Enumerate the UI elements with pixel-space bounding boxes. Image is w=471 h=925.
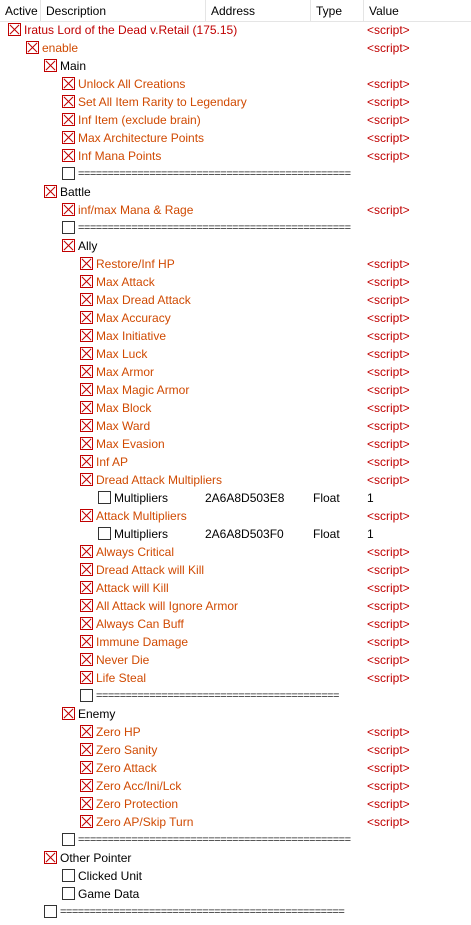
separator-text: ========================================= — [96, 690, 339, 702]
active-checkbox-checked[interactable] — [44, 59, 57, 72]
active-checkbox-checked[interactable] — [80, 671, 93, 684]
entry-description: enable — [42, 41, 79, 55]
active-checkbox-checked[interactable] — [8, 23, 21, 36]
entry-value[interactable]: <script> — [367, 77, 410, 91]
table-row[interactable] — [0, 399, 471, 417]
entry-description: Enemy — [78, 707, 116, 721]
entry-description: Max Architecture Points — [78, 131, 205, 145]
table-row[interactable] — [0, 57, 471, 75]
entry-description: Multipliers — [114, 527, 169, 541]
entry-description: All Attack will Ignore Armor — [96, 599, 239, 613]
entry-value[interactable]: <script> — [367, 545, 410, 559]
active-checkbox-checked[interactable] — [80, 563, 93, 576]
entry-value[interactable]: <script> — [367, 95, 410, 109]
entry-description: Ally — [78, 239, 98, 253]
entry-description: Clicked Unit — [78, 869, 143, 883]
table-row[interactable] — [0, 417, 471, 435]
entry-value[interactable]: <script> — [367, 761, 410, 775]
entry-description: Always Can Buff — [96, 617, 184, 631]
entry-description: Game Data — [78, 887, 140, 901]
entry-description: Dread Attack Multipliers — [96, 473, 223, 487]
entry-value[interactable]: <script> — [367, 257, 410, 271]
table-row[interactable] — [0, 129, 471, 147]
entry-description: Max Armor — [96, 365, 155, 379]
separator-text: ============================================== — [78, 168, 351, 180]
active-checkbox-checked[interactable] — [80, 509, 93, 522]
entry-description: Max Dread Attack — [96, 293, 191, 307]
entry-value[interactable]: <script> — [367, 113, 410, 127]
table-row[interactable] — [0, 813, 471, 831]
entry-description: Other Pointer — [60, 851, 132, 865]
table-row[interactable] — [0, 255, 471, 273]
entry-value[interactable]: <script> — [367, 347, 410, 361]
active-checkbox-checked[interactable] — [62, 77, 75, 90]
table-row[interactable] — [0, 723, 471, 741]
entry-value[interactable]: <script> — [367, 275, 410, 289]
active-checkbox-checked[interactable] — [62, 203, 75, 216]
entry-value[interactable]: <script> — [367, 509, 410, 523]
table-row[interactable] — [0, 183, 471, 201]
table-row[interactable] — [0, 885, 471, 903]
entry-description: Main — [60, 59, 87, 73]
active-checkbox-checked[interactable] — [62, 95, 75, 108]
entry-address: 2A6A8D503F0 — [205, 527, 284, 541]
entry-value[interactable]: <script> — [367, 797, 410, 811]
entry-description: Battle — [60, 185, 91, 199]
entry-value[interactable]: <script> — [367, 401, 410, 415]
entry-value[interactable]: <script> — [367, 329, 410, 343]
table-row[interactable] — [0, 867, 471, 885]
entry-value[interactable]: <script> — [367, 203, 410, 217]
table-row[interactable] — [0, 75, 471, 93]
entry-description: Immune Damage — [96, 635, 189, 649]
active-checkbox[interactable] — [62, 833, 75, 846]
active-checkbox[interactable] — [62, 887, 75, 900]
active-checkbox-checked[interactable] — [80, 545, 93, 558]
active-checkbox-checked[interactable] — [62, 113, 75, 126]
separator-row[interactable] — [0, 687, 471, 705]
active-checkbox-checked[interactable] — [80, 437, 93, 450]
entry-value[interactable]: <script> — [367, 383, 410, 397]
table-row[interactable] — [0, 651, 471, 669]
entry-description: Zero Sanity — [96, 743, 158, 757]
active-checkbox-checked[interactable] — [44, 185, 57, 198]
entry-value[interactable]: <script> — [367, 599, 410, 613]
active-checkbox-checked[interactable] — [80, 329, 93, 342]
entry-value[interactable]: <script> — [367, 149, 410, 163]
separator-row[interactable] — [0, 165, 471, 183]
entry-description: Max Initiative — [96, 329, 167, 343]
active-checkbox-checked[interactable] — [80, 725, 93, 738]
column-active[interactable]: Active — [0, 0, 41, 21]
active-checkbox-checked[interactable] — [44, 851, 57, 864]
entry-description: Inf Mana Points — [78, 149, 162, 163]
active-checkbox-checked[interactable] — [80, 383, 93, 396]
entry-description: Max Attack — [96, 275, 155, 289]
active-checkbox-checked[interactable] — [62, 707, 75, 720]
active-checkbox-checked[interactable] — [80, 635, 93, 648]
entry-value[interactable]: <script> — [367, 563, 410, 577]
active-checkbox-checked[interactable] — [80, 311, 93, 324]
table-row[interactable] — [0, 291, 471, 309]
entry-description: inf/max Mana & Rage — [78, 203, 194, 217]
entry-value[interactable]: 1 — [367, 491, 374, 505]
table-row[interactable] — [0, 777, 471, 795]
entry-description: Never Die — [96, 653, 150, 667]
entry-value[interactable]: <script> — [367, 473, 410, 487]
active-checkbox-checked[interactable] — [80, 275, 93, 288]
table-row[interactable] — [0, 669, 471, 687]
entry-description: Attack Multipliers — [96, 509, 187, 523]
active-checkbox-checked[interactable] — [80, 653, 93, 666]
table-row[interactable] — [0, 237, 471, 255]
table-row[interactable] — [0, 111, 471, 129]
entry-description: Inf AP — [96, 455, 129, 469]
entry-value[interactable]: <script> — [367, 725, 410, 739]
entry-description: Set All Item Rarity to Legendary — [78, 95, 247, 109]
column-value[interactable]: Value — [369, 4, 399, 18]
entry-description: Unlock All Creations — [78, 77, 186, 91]
separator-text: ============================================== — [78, 222, 351, 234]
entry-value[interactable]: <script> — [367, 419, 410, 433]
active-checkbox-checked[interactable] — [80, 419, 93, 432]
active-checkbox[interactable] — [62, 869, 75, 882]
table-row[interactable] — [0, 471, 471, 489]
entry-description: Zero AP/Skip Turn — [96, 815, 194, 829]
entry-value[interactable]: <script> — [367, 815, 410, 829]
entry-value[interactable]: <script> — [367, 779, 410, 793]
entry-description: Zero HP — [96, 725, 141, 739]
active-checkbox-checked[interactable] — [80, 365, 93, 378]
active-checkbox-checked[interactable] — [80, 815, 93, 828]
entry-description: Always Critical — [96, 545, 175, 559]
separator-text: ================================================ — [60, 906, 345, 918]
entry-description: Restore/Inf HP — [96, 257, 175, 271]
table-row[interactable] — [0, 345, 471, 363]
table-row[interactable] — [0, 273, 471, 291]
entry-description: Max Luck — [96, 347, 148, 361]
active-checkbox[interactable] — [80, 689, 93, 702]
entry-description: Dread Attack will Kill — [96, 563, 205, 577]
separator-row[interactable] — [0, 903, 471, 921]
table-row[interactable] — [0, 435, 471, 453]
table-row[interactable] — [0, 489, 471, 507]
table-row[interactable] — [0, 21, 471, 39]
table-row[interactable] — [0, 579, 471, 597]
entry-value[interactable]: <script> — [367, 365, 410, 379]
column-address[interactable]: Address — [206, 0, 311, 21]
entry-value[interactable]: 1 — [367, 527, 374, 541]
column-description[interactable]: Description — [41, 0, 206, 21]
table-row[interactable] — [0, 201, 471, 219]
active-checkbox-checked[interactable] — [80, 797, 93, 810]
entry-type: Float — [313, 527, 340, 541]
entry-value[interactable]: <script> — [367, 671, 410, 685]
entry-description: Iratus Lord of the Dead v.Retail (175.15) — [24, 23, 238, 37]
table-row[interactable] — [0, 633, 471, 651]
table-row[interactable] — [0, 561, 471, 579]
active-checkbox[interactable] — [62, 167, 75, 180]
active-checkbox[interactable] — [98, 527, 111, 540]
entry-description: Life Steal — [96, 671, 147, 685]
table-row[interactable] — [0, 741, 471, 759]
active-checkbox-checked[interactable] — [80, 401, 93, 414]
entry-value[interactable]: <script> — [367, 293, 410, 307]
table-row[interactable] — [0, 507, 471, 525]
entry-address: 2A6A8D503E8 — [205, 491, 285, 505]
active-checkbox-checked[interactable] — [62, 149, 75, 162]
entry-description: Max Block — [96, 401, 152, 415]
entry-description: Attack will Kill — [96, 581, 169, 595]
active-checkbox[interactable] — [62, 221, 75, 234]
active-checkbox-checked[interactable] — [62, 131, 75, 144]
entry-value[interactable]: <script> — [367, 131, 410, 145]
entry-value[interactable]: <script> — [367, 617, 410, 631]
entry-value[interactable]: <script> — [367, 437, 410, 451]
entry-value[interactable]: <script> — [367, 41, 410, 55]
table-row[interactable] — [0, 327, 471, 345]
table-row[interactable] — [0, 309, 471, 327]
table-row[interactable] — [0, 381, 471, 399]
entry-description: Max Evasion — [96, 437, 165, 451]
active-checkbox-checked[interactable] — [80, 257, 93, 270]
active-checkbox[interactable] — [44, 905, 57, 918]
active-checkbox-checked[interactable] — [62, 239, 75, 252]
table-row[interactable] — [0, 363, 471, 381]
entry-value[interactable]: <script> — [367, 653, 410, 667]
entry-value[interactable]: <script> — [367, 743, 410, 757]
table-row[interactable] — [0, 39, 471, 57]
active-checkbox-checked[interactable] — [80, 455, 93, 468]
column-header — [0, 0, 471, 22]
table-row[interactable] — [0, 543, 471, 561]
active-checkbox[interactable] — [98, 491, 111, 504]
table-row[interactable] — [0, 147, 471, 165]
entry-description: Max Accuracy — [96, 311, 171, 325]
table-row[interactable] — [0, 525, 471, 543]
active-checkbox-checked[interactable] — [80, 581, 93, 594]
entry-value[interactable]: <script> — [367, 635, 410, 649]
entry-value[interactable]: <script> — [367, 311, 410, 325]
separator-row[interactable] — [0, 831, 471, 849]
table-row[interactable] — [0, 705, 471, 723]
entry-value[interactable]: <script> — [367, 581, 410, 595]
entry-value[interactable]: <script> — [367, 23, 410, 37]
active-checkbox-checked[interactable] — [80, 293, 93, 306]
active-checkbox-checked[interactable] — [80, 617, 93, 630]
entry-description: Multipliers — [114, 491, 169, 505]
entry-description: Zero Acc/Ini/Lck — [96, 779, 182, 793]
active-checkbox-checked[interactable] — [26, 41, 39, 54]
entry-description: Inf Item (exclude brain) — [78, 113, 201, 127]
table-row[interactable] — [0, 849, 471, 867]
table-row[interactable] — [0, 597, 471, 615]
table-row[interactable] — [0, 759, 471, 777]
active-checkbox-checked[interactable] — [80, 599, 93, 612]
active-checkbox-checked[interactable] — [80, 473, 93, 486]
active-checkbox-checked[interactable] — [80, 779, 93, 792]
table-row[interactable] — [0, 615, 471, 633]
entry-description: Zero Attack — [96, 761, 157, 775]
entry-value[interactable]: <script> — [367, 455, 410, 469]
active-checkbox-checked[interactable] — [80, 761, 93, 774]
column-type[interactable]: Type — [311, 0, 364, 21]
table-row[interactable] — [0, 453, 471, 471]
active-checkbox-checked[interactable] — [80, 347, 93, 360]
table-row[interactable] — [0, 795, 471, 813]
separator-text: ============================================== — [78, 834, 351, 846]
active-checkbox-checked[interactable] — [80, 743, 93, 756]
table-row[interactable] — [0, 93, 471, 111]
entry-description: Max Magic Armor — [96, 383, 190, 397]
entry-description: Zero Protection — [96, 797, 179, 811]
entry-description: Max Ward — [96, 419, 151, 433]
entry-type: Float — [313, 491, 340, 505]
separator-row[interactable] — [0, 219, 471, 237]
